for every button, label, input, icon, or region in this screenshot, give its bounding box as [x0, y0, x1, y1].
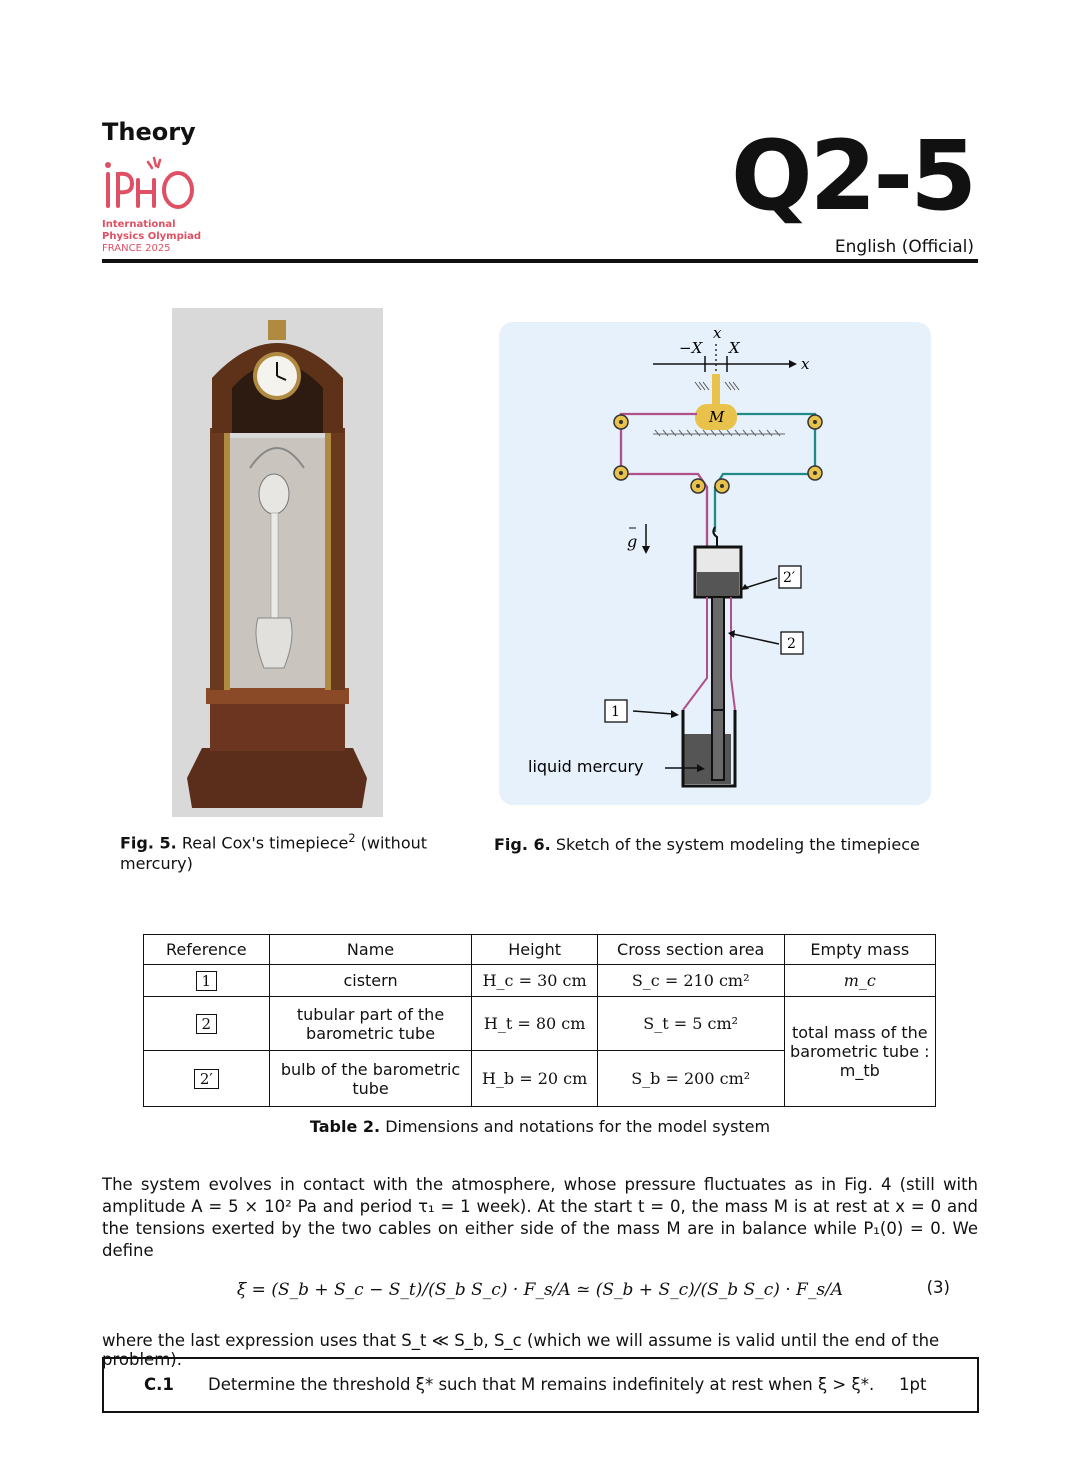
- cell-area: S_c = 210 cm²: [597, 965, 784, 997]
- section-title: Theory: [102, 118, 196, 146]
- ref-bulb-label: 2′: [783, 570, 796, 586]
- language-label: English (Official): [834, 237, 974, 257]
- x-axis-arrow-icon: [789, 360, 797, 368]
- cell-height: H_b = 20 cm: [472, 1051, 597, 1107]
- fig5-label: Fig. 5.: [120, 833, 177, 853]
- table-row: [144, 965, 936, 997]
- ref-box: 2: [196, 1014, 218, 1034]
- ref-box: 2′: [194, 1069, 219, 1089]
- question-number: Q2-5: [730, 120, 974, 232]
- cell-name: cistern: [269, 965, 472, 997]
- fig6-caption-text: Sketch of the system modeling the timepiece: [555, 835, 920, 854]
- ref-box: 1: [196, 971, 218, 991]
- cell-name: tubular part of the barometric tube: [269, 997, 472, 1051]
- col-header: Cross section area: [597, 935, 784, 965]
- table-header-row: [144, 935, 936, 965]
- question-points: 1pt: [899, 1375, 927, 1394]
- cell-mass: m_c: [784, 965, 935, 997]
- cox-timepiece-photo: [172, 308, 383, 817]
- question-text: Determine the threshold ξ* such that M remains indefinitely at rest when ξ > ξ*.: [208, 1375, 875, 1394]
- axis-label: x: [801, 355, 810, 373]
- logo-line-3: FRANCE 2025: [102, 243, 171, 254]
- minus-X-label: −X: [679, 339, 703, 357]
- cell-area: S_t = 5 cm²: [597, 997, 784, 1051]
- ref-cistern-label: 1: [611, 704, 620, 720]
- cell-area: S_b = 200 cm²: [597, 1051, 784, 1107]
- cell-height: H_t = 80 cm: [472, 997, 597, 1051]
- fig5-caption-tail: (without mercury): [120, 833, 428, 874]
- ipho-logo: [102, 150, 202, 210]
- col-header: Name: [269, 935, 472, 965]
- plus-X-label: X: [729, 339, 740, 357]
- fig6-label: Fig. 6.: [494, 835, 551, 854]
- mass-label: M: [709, 408, 725, 426]
- fig5-caption: [120, 828, 460, 874]
- col-header: Reference: [144, 935, 270, 965]
- fig5-caption-text: Real Cox's timepiece: [181, 833, 349, 853]
- dimensions-table: [143, 934, 936, 1107]
- cell-name: bulb of the barometric tube: [269, 1051, 472, 1107]
- table-caption-text: Dimensions and notations for the model system: [385, 1117, 771, 1136]
- fig6-caption: [494, 835, 920, 854]
- table-row: [144, 997, 936, 1051]
- header-rule: [102, 259, 978, 263]
- gravity-label: g: [627, 532, 638, 551]
- liquid-mercury-label: liquid mercury: [528, 757, 644, 776]
- equation-text: ξ = (S_b + S_c − S_t)/(S_b S_c) · F_s/A ≃ (S_b + S_c)/(S_b S_c) · F_s/A: [236, 1280, 844, 1300]
- col-header: Height: [472, 935, 597, 965]
- logo-line-1: International: [102, 219, 176, 230]
- col-header: Empty mass: [784, 935, 935, 965]
- ref-tube-label: 2: [787, 636, 796, 652]
- cell-height: H_c = 30 cm: [472, 965, 597, 997]
- equation: [0, 1266, 1080, 1316]
- x-top-label: x: [713, 324, 722, 342]
- question-label: C.1: [144, 1375, 174, 1394]
- teal-cable: [715, 414, 815, 532]
- paragraph-after-equation: where the last expression uses that S_t ≪ S_b, S_c (which we will assume is valid until the end of the problem).: [102, 1331, 940, 1369]
- cell-merged-mass: total mass of the barometric tube : m_tb: [784, 997, 935, 1107]
- table-caption: [0, 1117, 1080, 1136]
- fig5-footnote: 2: [348, 832, 356, 845]
- paragraph: The system evolves in contact with the atmosphere, whose pressure fluctuates as in Fig. 4 (still with amplitude A = 5 × 10² Pa and period τ₁ = 1 week). At the start t = 0, the mass M is at rest at x = 0 and the tensions exerted by the two cables on either side of the mass M are in balance while P₁(0) = 0. We define: [102, 1175, 978, 1260]
- table-caption-label: Table 2.: [309, 1117, 381, 1136]
- logo-line-2: Physics Olympiad: [102, 231, 202, 242]
- fig6-diagram: [499, 322, 931, 805]
- equation-number: (3): [926, 1278, 950, 1297]
